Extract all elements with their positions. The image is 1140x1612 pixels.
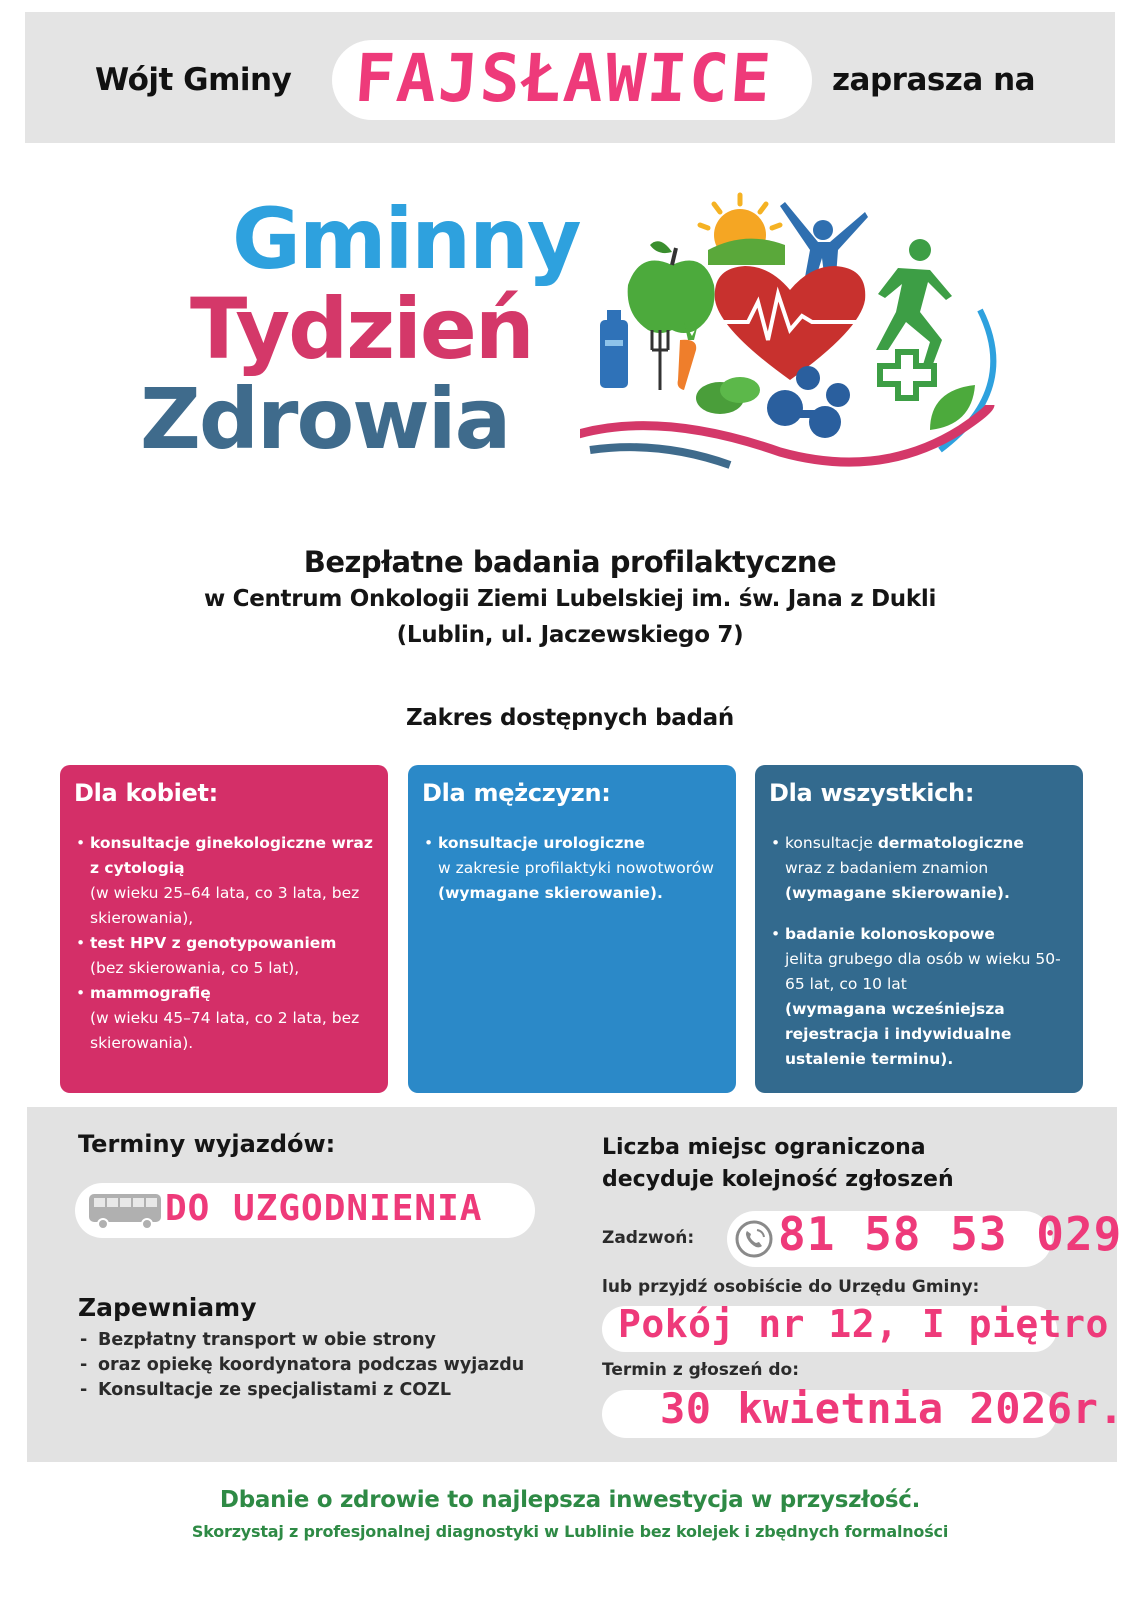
health-illustration (580, 190, 1010, 490)
water-bottle-icon (600, 310, 628, 388)
provide-item: - Konsultacje ze specjalistami z COZL (78, 1378, 538, 1403)
card-everyone (755, 765, 1083, 1093)
phone-handwritten: 81 58 53 029 (778, 1207, 1123, 1261)
logo-line-3: Zdrowia (140, 370, 510, 468)
departures-handwritten: DO UZGODNIENIA (165, 1188, 483, 1229)
logo-line-1: Gminny (232, 190, 580, 288)
provide-item: - oraz opiekę koordynatora podczas wyjazdu (78, 1353, 538, 1378)
card-everyone-item: • konsultacje dermatologiczne wraz z badaniem znamion (wymagane skierowanie). (769, 831, 1069, 906)
intro-subtitle: w Centrum Onkologii Ziemi Lubelskiej im. św. Jana z Dukli (203, 586, 937, 612)
dumbbell-icon (767, 366, 850, 438)
card-women-title: Dla kobiet: (74, 779, 218, 807)
fork-icon (652, 330, 668, 390)
card-women (60, 765, 388, 1093)
municipality-handwritten: FAJSŁAWICE (352, 40, 776, 117)
bus-icon (87, 1191, 165, 1231)
departures-title: Terminy wyjazdów: (78, 1130, 336, 1158)
heart-pulse-icon (715, 266, 866, 380)
card-everyone-item: • badanie kolonoskopowe jelita grubego dla osób w wieku 50-65 lat, co 10 lat (wymagana wcześniejsza rejestracja i indywidualne ustalenie terminu). (769, 922, 1069, 1072)
provide-title: Zapewniamy (78, 1293, 257, 1322)
card-men-title: Dla mężczyzn: (422, 779, 611, 807)
tests-range-title: Zakres dostępnych badań (406, 705, 734, 731)
provide-list (78, 1328, 538, 1403)
card-men (408, 765, 736, 1093)
visit-label: lub przyjdź osobiście do Urzędu Gminy: (602, 1277, 980, 1297)
call-label: Zadzwoń: (602, 1228, 695, 1248)
room-handwritten: Pokój nr 12, I piętro (618, 1302, 1109, 1346)
card-men-item: • konsultacje urologiczne w zakresie profilaktyki nowotworów (wymagane skierowanie). (422, 831, 722, 906)
banner-prefix: Wójt Gminy (95, 62, 292, 98)
apple-icon (628, 241, 715, 333)
deadline-handwritten: 30 kwietnia 2026r. (660, 1384, 1125, 1433)
leafy-greens-icon (696, 377, 760, 414)
card-women-item: • konsultacje ginekologiczne wraz z cytologią (w wieku 25–64 lata, co 3 lata, bez skierowania), (74, 831, 374, 931)
limited-places-title: Liczba miejsc ograniczona decyduje kolejność zgłoszeń (602, 1135, 954, 1192)
logo-line-2: Tydzień (190, 280, 533, 378)
intro-title: Bezpłatne badania profilaktyczne (303, 545, 837, 579)
intro-address: (Lublin, ul. Jaczewskiego 7) (396, 622, 744, 648)
footer-subline: Skorzystaj z profesjonalnej diagnostyki w Lublinie bez kolejek i zbędnych formalności (191, 1522, 949, 1541)
banner-suffix: zaprasza na (832, 62, 1036, 98)
card-women-item: • mammografię (w wieku 45–74 lata, co 2 lata, bez skierowania). (74, 981, 374, 1056)
provide-item: - Bezpłatny transport w obie strony (78, 1328, 538, 1353)
sun-icon (700, 195, 785, 265)
card-everyone-title: Dla wszystkich: (769, 779, 975, 807)
footer-slogan: Dbanie o zdrowie to najlepsza inwestycja w przyszłość. (219, 1487, 921, 1513)
deadline-label: Termin z głoszeń do: (602, 1360, 799, 1380)
phone-icon (734, 1219, 774, 1259)
card-women-item: • test HPV z genotypowaniem (bez skierowania, co 5 lat), (74, 931, 374, 981)
